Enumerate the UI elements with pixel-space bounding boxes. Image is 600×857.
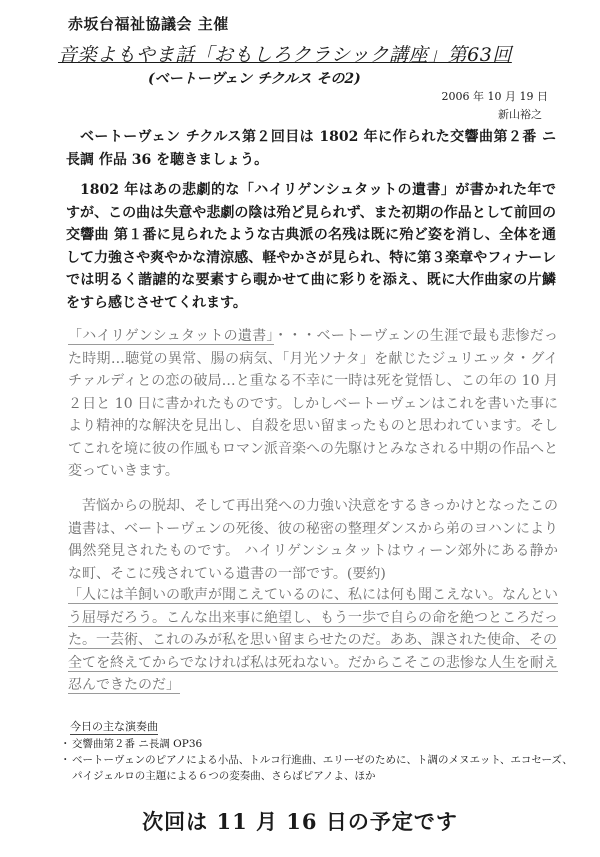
testament-quote (68, 584, 558, 697)
next-session-notice: 次回は 11 月 16 日の予定です (142, 809, 458, 834)
testament-note-text: ・・・ベートーヴェンの生涯で最も悲惨だった時期…聴覚の異常、腸の病気、「月光ソナタ」を献じたジュリエッタ・グイチァルディとの恋の破局…と重なる不幸に一時は死を覚悟し、この年の 10 月２日と 10 日に書かれたものです。しかしベートーヴェンはこれを書いた事により精神的な解決を見出し、自殺を思い留まったものと思われています。そしてこれを境に彼の作風もロマン派音楽への先駆けとみなされる中期の作品へと変っていきます。 (68, 328, 558, 479)
intro-paragraph-1: ベートーヴェン チクルス第２回目は 1802 年に作られた交響曲第２番 ニ長調 作品 36 を聴きましょう。 (66, 129, 556, 168)
testament-heading: 「ハイリゲンシュタットの遺書」 (68, 328, 274, 344)
program-list (54, 736, 574, 784)
bullet-icon: ・ (60, 754, 71, 766)
program-item-text: 交響曲第２番 ニ長調 OP36 (72, 738, 203, 750)
testament-quote-text: 「人には羊飼いの歌声が聞こえているのに、私には何も聞こえない。なんという屈辱だろう。こんな出来事に絶望し、もう一歩で自らの命を絶つところだった。一芸術、これのみが私を思い留まらせたのだ。ああ、課された使命、その全てを終えてからでなければ私は死ねない。だからこそこの悲惨な人生を耐え忍んできたのだ」 (68, 587, 558, 693)
intro-paragraph-2: 1802 年はあの悲劇的な「ハイリゲンシュタットの遺書」が書かれた年ですが、この曲は失意や悲劇の陰は殆ど見られず、また初期の作品として前回の交響曲 第１番に見られたような古典派の名残は既に殆ど姿を消し、全体を通して力強さや爽やかな清涼感、軽やかさが見られ、特に第３楽章やフィナーレでは明るく諧謔的な要素すら覗かせて曲に彩りを添え、既に大作曲家の片鱗をすら感じさせてくれます。 (66, 182, 556, 311)
bullet-icon: ・ (60, 738, 71, 750)
testament-discovery-paragraph: 苦悩からの脱却、そして再出発への力強い決意をするきっかけとなったこの遺書は、ベートーヴェンの死後、彼の秘密の整理ダンスから弟のヨハンにより偶然発見されたものです。 ハイリゲンシュタットはウィーン郊外にある静かな町、そこに残されている遺書の一部です。(要約) (68, 498, 558, 582)
program-item-text: ベートーヴェンのピアノによる小品、トルコ行進曲、エリーゼのために、ト調のメヌエット、エコセーズ、パイジェルロの主題による６つの変奏曲、さらばピアノよ、ほか (72, 754, 573, 782)
program-item (54, 736, 574, 752)
lecture-subtitle: (ベートーヴェン チクルス その2) (148, 71, 361, 87)
author-name: 新山裕之 (498, 108, 542, 121)
organizer-line: 赤坂台福祉協議会 主催 (68, 15, 229, 33)
program-item (54, 752, 574, 784)
document-date: 2006 年 10 月 19 日 (441, 90, 548, 103)
lecture-title: 音楽よもやま話「おもしろクラシック講座」第63回 (58, 44, 512, 66)
program-heading: 今日の主な演奏曲 (70, 720, 158, 733)
testament-note-paragraph (68, 325, 558, 483)
